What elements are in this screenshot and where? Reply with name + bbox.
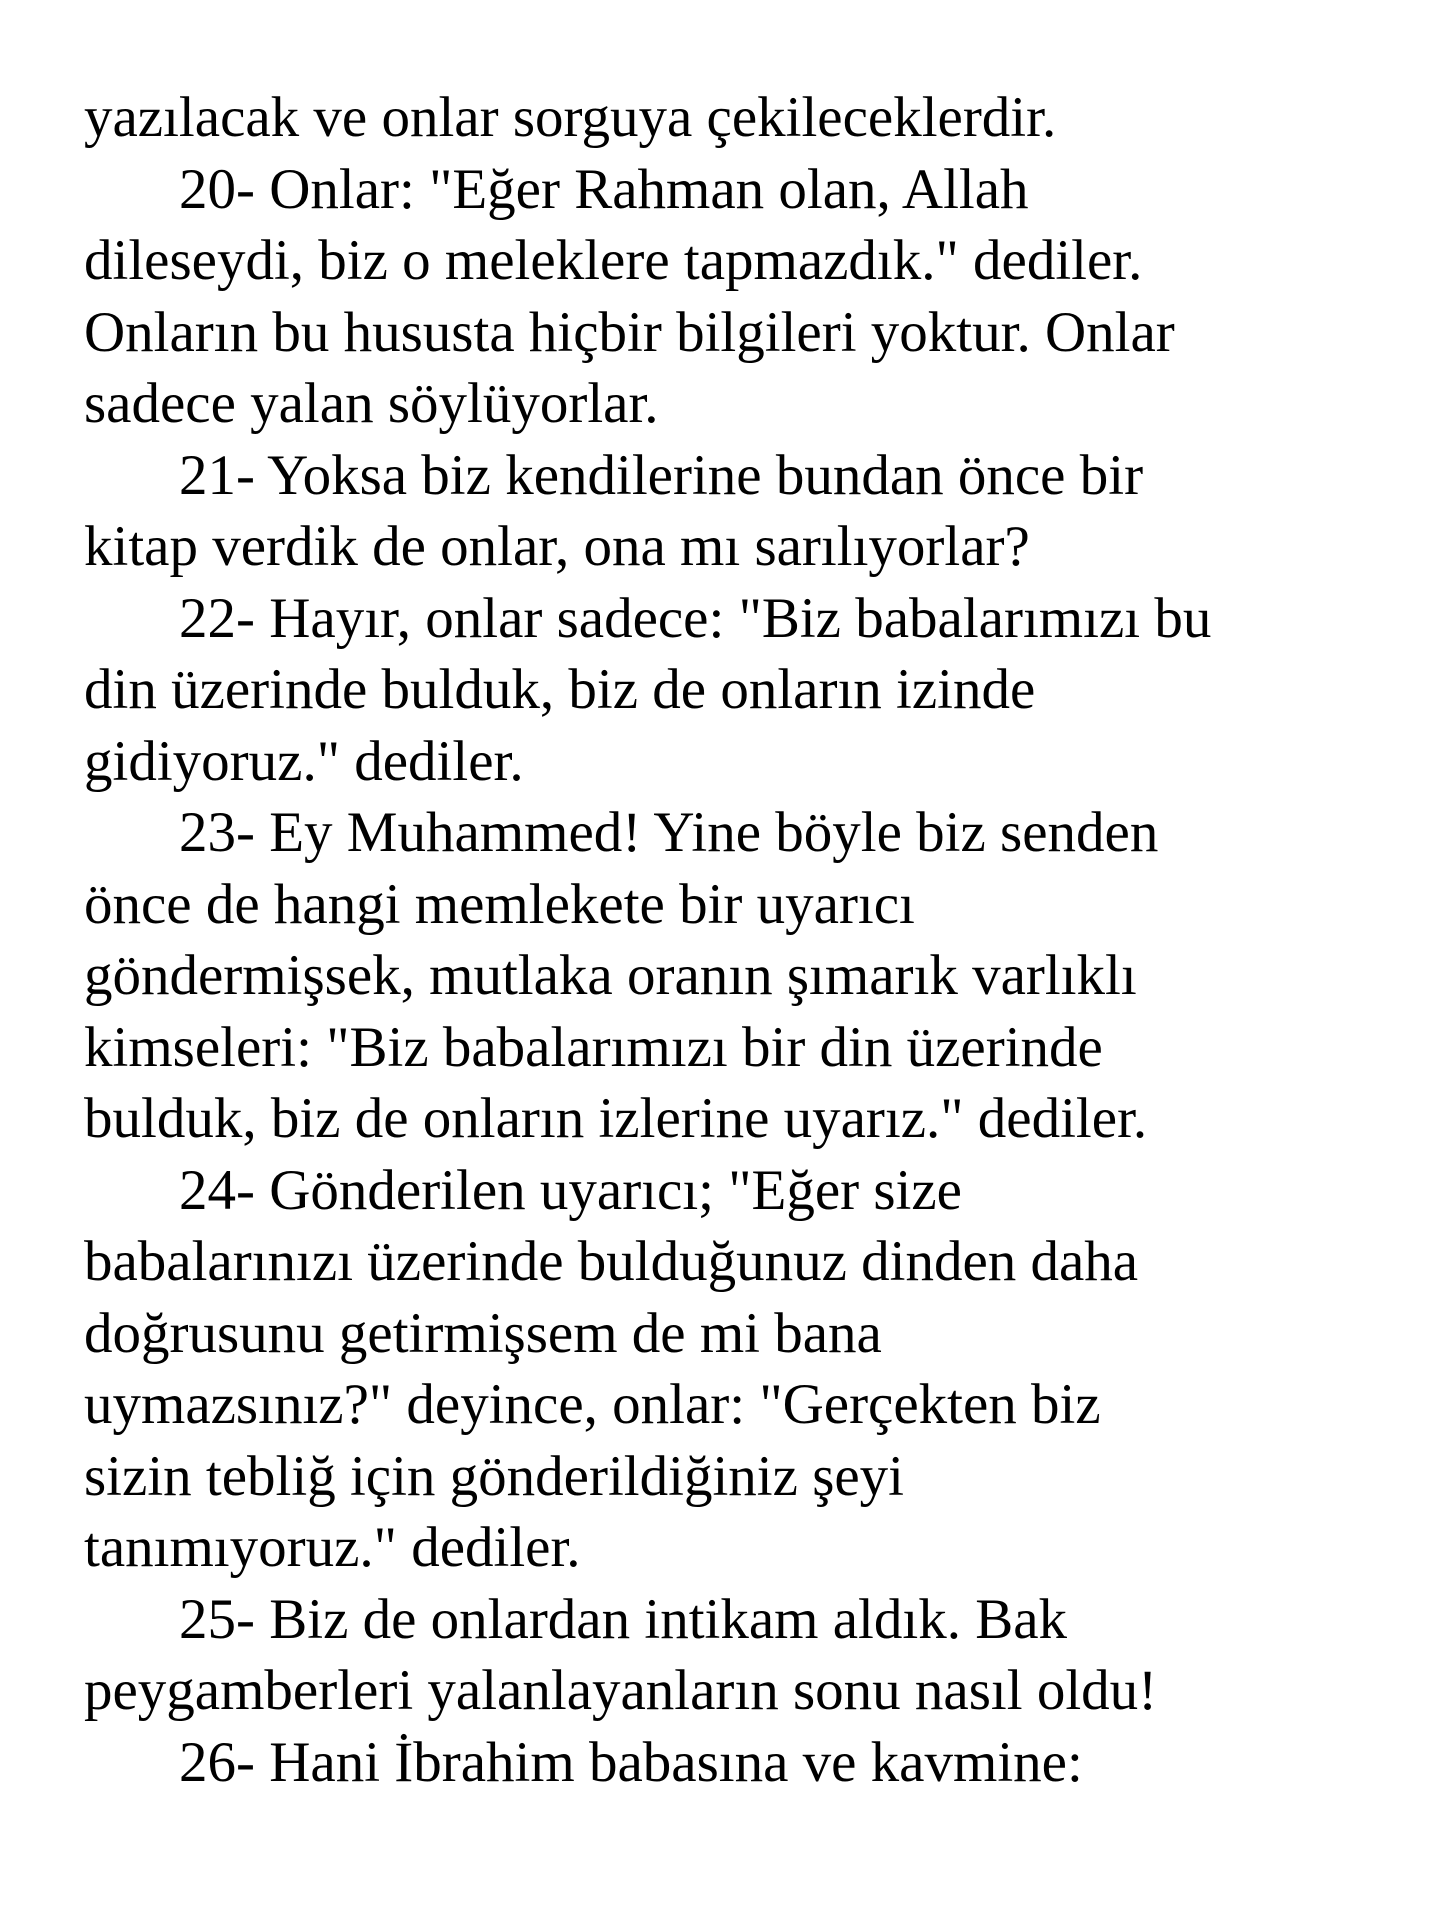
- paragraph-verse-25: [84, 1584, 1384, 1727]
- text-line: 20- Onlar: "Eğer Rahman olan, Allah: [179, 157, 1029, 221]
- text-line: önce de hangi memlekete bir uyarıcı: [84, 872, 915, 936]
- text-line: 26- Hani İbrahim babasına ve kavmine:: [179, 1730, 1083, 1794]
- text-line: din üzerinde bulduk, biz de onların izinde: [84, 658, 1036, 721]
- text-line: babalarınızı üzerinde bulduğunuz dinden daha: [84, 1230, 1139, 1293]
- text-line: doğrusunu getirmişsem de mi bana: [84, 1301, 882, 1365]
- text-line: uymazsınız?" deyince, onlar: "Gerçekten biz: [84, 1373, 1101, 1436]
- text-line: tanımıyoruz." dediler.: [84, 1516, 581, 1579]
- text-line: kimseleri: "Biz babalarımızı bir din üzerinde: [84, 1015, 1103, 1079]
- paragraph-verse-23: [84, 797, 1384, 1155]
- text-line: dileseydi, biz o meleklere tapmazdık." dediler.: [84, 229, 1143, 292]
- text-line: 22- Hayır, onlar sadece: "Biz babalarımızı bu: [179, 586, 1212, 650]
- text-line: 23- Ey Muhammed! Yine böyle biz senden: [179, 801, 1159, 864]
- text-line: bulduk, biz de onların izlerine uyarız." dediler.: [84, 1087, 1148, 1150]
- text-line: göndermişsek, mutlaka oranın şımarık varlıklı: [84, 944, 1137, 1007]
- text-line: 21- Yoksa biz kendilerine bundan önce bir: [179, 443, 1144, 507]
- document-page: [84, 82, 1384, 1798]
- text-line: kitap verdik de onlar, ona mı sarılıyorlar?: [84, 515, 1030, 578]
- text-line: gidiyoruz." dediler.: [84, 729, 524, 793]
- paragraph-verse-21: [84, 440, 1384, 583]
- text-line: yazılacak ve onlar sorguya çekileceklerdir.: [84, 86, 1057, 149]
- paragraph-verse-20: [84, 154, 1384, 440]
- text-line: Onların bu hususta hiçbir bilgileri yoktur. Onlar: [84, 300, 1175, 364]
- paragraph-continuation: [84, 82, 1384, 154]
- paragraph-verse-26: [84, 1727, 1384, 1799]
- text-line: 25- Biz de onlardan intikam aldık. Bak: [179, 1587, 1068, 1651]
- text-line: 24- Gönderilen uyarıcı; "Eğer size: [179, 1158, 962, 1222]
- paragraph-verse-22: [84, 583, 1384, 798]
- text-line: sizin tebliğ için gönderildiğiniz şeyi: [84, 1444, 905, 1508]
- text-line: peygamberleri yalanlayanların sonu nasıl oldu!: [84, 1659, 1158, 1722]
- paragraph-verse-24: [84, 1155, 1384, 1584]
- text-line: sadece yalan söylüyorlar.: [84, 372, 659, 435]
